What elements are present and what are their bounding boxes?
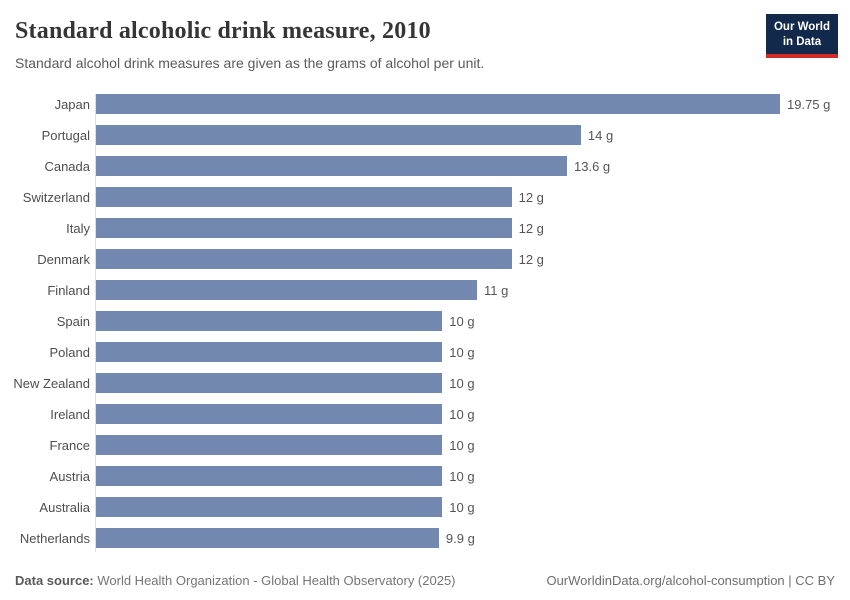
bar-row[interactable]	[22, 187, 850, 207]
bar-row[interactable]	[66, 218, 850, 238]
value-label: 10 g	[449, 406, 475, 422]
value-label: 12 g	[518, 189, 544, 205]
value-label: 14 g	[587, 127, 614, 143]
country-label: France	[49, 437, 90, 453]
bar[interactable]	[96, 249, 512, 269]
bar-row[interactable]	[49, 342, 850, 362]
country-label: Finland	[47, 282, 90, 298]
value-label: 10 g	[449, 375, 475, 391]
country-label: Japan	[54, 96, 90, 112]
value-label: 12 g	[518, 220, 544, 236]
value-label: 12 g	[518, 251, 544, 267]
country-label: Netherlands	[19, 530, 90, 546]
bar-row[interactable]	[19, 528, 850, 548]
value-label: 10 g	[449, 313, 475, 329]
bar-row[interactable]	[49, 466, 850, 486]
country-label: Canada	[44, 158, 90, 174]
page-title: Standard alcoholic drink measure, 2010	[15, 18, 431, 44]
bar[interactable]	[96, 156, 567, 176]
chart-footer	[0, 573, 850, 588]
value-label: 10 g	[449, 468, 475, 484]
country-label: Australia	[39, 499, 90, 515]
bar[interactable]	[96, 280, 477, 300]
bar-row[interactable]	[56, 311, 850, 331]
country-label: Denmark	[37, 251, 90, 267]
bar[interactable]	[96, 218, 512, 238]
bar[interactable]	[96, 342, 442, 362]
chart-subtitle: Standard alcohol drink measures are given as the grams of alcohol per unit.	[15, 55, 485, 71]
bar-row[interactable]	[39, 497, 850, 517]
bar-row[interactable]	[37, 249, 850, 269]
bar-row[interactable]	[49, 435, 850, 455]
bar[interactable]	[96, 94, 780, 114]
bar-row[interactable]	[54, 94, 850, 114]
data-source	[15, 573, 456, 588]
owid-logo-line1: Our World	[773, 21, 830, 33]
owid-logo[interactable]	[766, 14, 838, 58]
country-label: Switzerland	[22, 189, 90, 205]
bar-row[interactable]	[50, 404, 850, 424]
country-label: Austria	[49, 468, 90, 484]
value-label: 10 g	[449, 437, 475, 453]
chart-header	[0, 0, 850, 71]
value-label: 9.9 g	[445, 530, 475, 546]
country-label: Poland	[49, 344, 90, 360]
bar[interactable]	[96, 311, 442, 331]
bar-chart	[0, 94, 850, 552]
value-label: 10 g	[449, 499, 475, 515]
owid-logo-line2: in Data	[782, 35, 822, 48]
country-label: Portugal	[41, 127, 90, 143]
bar[interactable]	[96, 187, 512, 207]
bar[interactable]	[96, 125, 581, 145]
data-source-value: World Health Organization - Global Health Observatory (2025)	[93, 573, 456, 588]
value-label: 19.75 g	[787, 96, 831, 112]
country-label: Italy	[66, 220, 90, 236]
bar-row[interactable]	[41, 125, 850, 145]
bar[interactable]	[96, 373, 442, 393]
bar[interactable]	[96, 435, 442, 455]
owid-citation-link[interactable]: OurWorldinData.org/alcohol-consumption | CC BY	[546, 573, 835, 588]
bar-row[interactable]	[44, 156, 850, 176]
country-label: Ireland	[50, 406, 90, 422]
chart-rows	[13, 94, 850, 552]
value-label: 10 g	[449, 344, 475, 360]
country-label: New Zealand	[13, 375, 90, 391]
bar[interactable]	[96, 497, 442, 517]
value-label: 11 g	[484, 282, 509, 298]
bar[interactable]	[96, 466, 442, 486]
bar-row[interactable]	[47, 280, 850, 300]
bar[interactable]	[96, 404, 442, 424]
country-label: Spain	[56, 313, 90, 329]
value-label: 13.6 g	[574, 158, 611, 174]
bar[interactable]	[96, 528, 439, 548]
bar-row[interactable]	[13, 373, 850, 393]
data-source-label: Data source:	[15, 573, 94, 588]
